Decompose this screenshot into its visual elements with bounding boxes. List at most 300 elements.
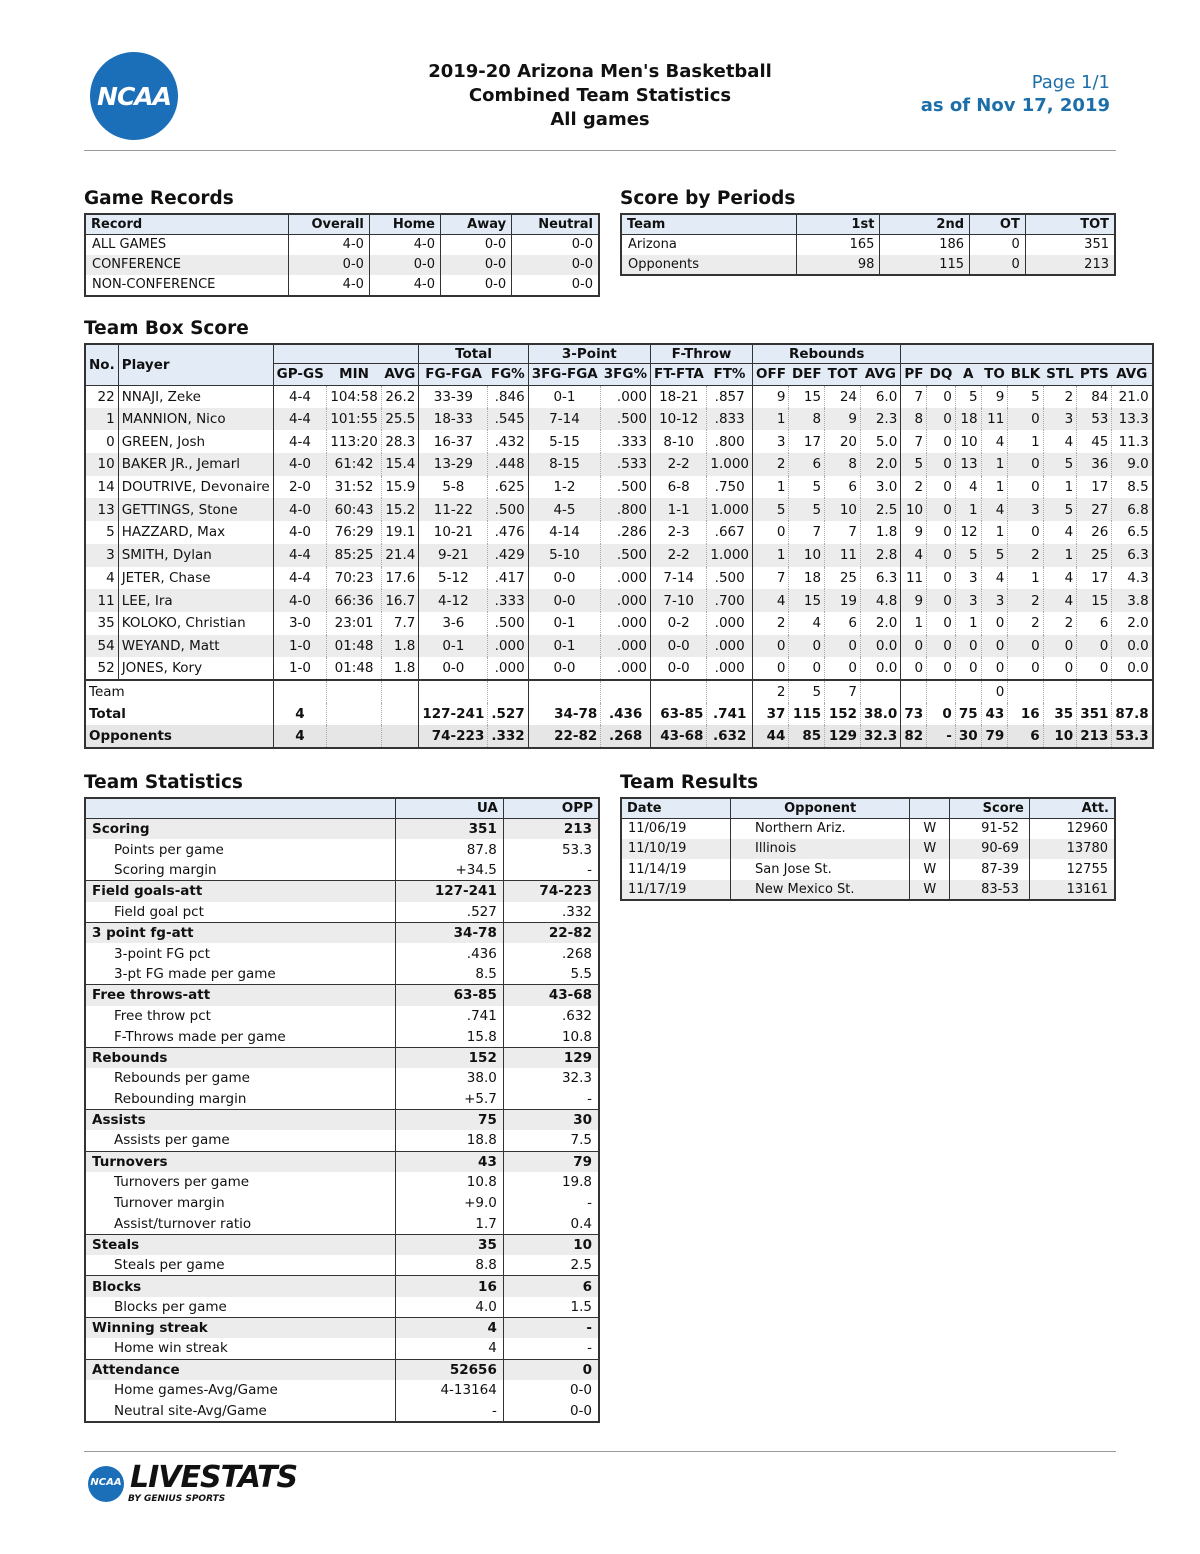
table-row [621, 255, 1115, 275]
category-row [85, 1234, 599, 1255]
header-row [85, 798, 599, 818]
table-cell [327, 703, 382, 726]
table-cell: 10 [503, 1234, 599, 1255]
table-cell: 22-82 [503, 922, 599, 943]
table-cell: 5 [85, 521, 118, 544]
table-cell: 213 [1025, 255, 1115, 275]
column-header: Away [441, 214, 512, 234]
table-cell: 115 [789, 703, 825, 726]
table-cell: 7 [789, 521, 825, 544]
table-cell [327, 725, 382, 748]
team-statistics-title: Team Statistics [84, 772, 243, 793]
table-cell: 213 [1077, 725, 1112, 748]
column-header: AVG [1112, 363, 1153, 385]
box-score-title: Team Box Score [84, 318, 249, 339]
table-cell: BAKER JR., Jemarl [118, 453, 273, 476]
table-cell: 4 [981, 567, 1008, 590]
table-cell: 129 [503, 1047, 599, 1068]
table-cell: 53 [1077, 408, 1112, 431]
table-cell: 2 [1043, 385, 1077, 408]
table-cell: 76:29 [327, 521, 382, 544]
table-cell: 75 [396, 1110, 504, 1131]
table-cell: 4 [981, 430, 1008, 453]
table-cell: 0-1 [528, 385, 601, 408]
table-cell: 11.3 [1112, 430, 1153, 453]
table-cell: 11 [981, 408, 1008, 431]
column-header: Score [950, 798, 1030, 818]
table-cell: 2.0 [861, 453, 901, 476]
table-cell: 2-2 [650, 453, 706, 476]
table-cell: 0 [1043, 635, 1077, 658]
table-cell: 6 [1077, 612, 1112, 635]
table-cell: 0 [1008, 476, 1043, 499]
table-cell: 23:01 [327, 612, 382, 635]
table-cell: 7 [825, 521, 861, 544]
table-cell: W [910, 859, 950, 879]
column-header: Overall [288, 214, 369, 234]
table-cell: .741 [707, 703, 753, 726]
table-cell: 2 [753, 612, 789, 635]
table-cell: .000 [601, 612, 651, 635]
column-header: Player [118, 344, 273, 385]
table-cell: 32.3 [503, 1068, 599, 1089]
column-header: Date [621, 798, 731, 818]
category-row [85, 985, 599, 1006]
column-header: 2nd [880, 214, 970, 234]
column-header: FG-FGA [419, 363, 488, 385]
table-cell: 5 [789, 498, 825, 521]
table-cell: 9 [981, 385, 1008, 408]
table-cell: 6 [503, 1276, 599, 1297]
table-cell: 3 [753, 430, 789, 453]
table-cell: 2-0 [273, 476, 327, 499]
empty-cell [488, 680, 528, 703]
category-row [85, 818, 599, 839]
table-cell: 351 [1077, 703, 1112, 726]
table-cell: 18-21 [650, 385, 706, 408]
empty-cell [327, 680, 382, 703]
column-header: Record [85, 214, 288, 234]
table-cell: 4-4 [273, 567, 327, 590]
table-cell: 13 [955, 453, 981, 476]
table-cell: 3 [955, 567, 981, 590]
table-cell: 30 [955, 725, 981, 748]
empty-cell [1008, 680, 1043, 703]
table-cell: 0 [927, 635, 956, 658]
table-cell: 1-0 [273, 657, 327, 680]
column-header: TOT [1025, 214, 1115, 234]
table-cell: 8.8 [396, 1255, 504, 1276]
table-cell: 3 [1008, 498, 1043, 521]
table-cell: 33-39 [419, 385, 488, 408]
table-cell: 61:42 [327, 453, 382, 476]
table-cell: Northern Ariz. [731, 818, 910, 838]
table-cell: 7 [753, 567, 789, 590]
table-cell: 1.000 [707, 453, 753, 476]
table-cell: 8 [901, 408, 927, 431]
game-records-table [84, 213, 600, 297]
stat-row [85, 839, 599, 860]
empty-cell [650, 680, 706, 703]
table-cell: 1-1 [650, 498, 706, 521]
table-cell: 115 [880, 255, 970, 275]
table-cell: 0 [955, 657, 981, 680]
empty-cell [955, 680, 981, 703]
category-row [85, 1110, 599, 1131]
table-cell: 8-10 [650, 430, 706, 453]
table-cell: JETER, Chase [118, 567, 273, 590]
table-cell: 3 [955, 589, 981, 612]
table-cell: 10 [901, 498, 927, 521]
table-cell: 53.3 [1112, 725, 1153, 748]
page-info [921, 72, 1110, 118]
empty-cell [1043, 680, 1077, 703]
table-cell: F-Throws made per game [85, 1026, 396, 1047]
table-cell: MANNION, Nico [118, 408, 273, 431]
table-cell: .800 [601, 498, 651, 521]
table-cell: 10 [85, 453, 118, 476]
table-cell: 1 [1008, 567, 1043, 590]
table-cell: 15 [1077, 589, 1112, 612]
table-cell: 5 [1008, 385, 1043, 408]
column-header [910, 798, 950, 818]
table-cell: 11-22 [419, 498, 488, 521]
table-cell: 4 [85, 567, 118, 590]
table-cell: .268 [601, 725, 651, 748]
table-cell: 6 [789, 453, 825, 476]
table-cell: 01:48 [327, 657, 382, 680]
table-cell: GETTINGS, Stone [118, 498, 273, 521]
table-cell: 0.0 [1112, 657, 1153, 680]
table-cell: .846 [488, 385, 528, 408]
table-cell: 0-0 [503, 1380, 599, 1401]
table-row [621, 234, 1115, 254]
table-cell: 4 [1043, 567, 1077, 590]
table-cell: 01:48 [327, 635, 382, 658]
table-cell: Scoring margin [85, 860, 396, 881]
table-cell: 15 [789, 385, 825, 408]
table-cell: 91-52 [950, 818, 1030, 838]
table-cell: 8.5 [1112, 476, 1153, 499]
table-cell: Turnovers per game [85, 1172, 396, 1193]
column-header: MIN [327, 363, 382, 385]
table-cell: 0-0 [369, 255, 440, 275]
table-cell: 0-1 [419, 635, 488, 658]
table-cell: 165 [796, 234, 880, 254]
table-cell: 84 [1077, 385, 1112, 408]
table-cell: - [503, 1193, 599, 1214]
table-cell: - [503, 1318, 599, 1339]
table-cell: 19 [825, 589, 861, 612]
table-cell: 2-3 [650, 521, 706, 544]
table-cell: 4.0 [396, 1297, 504, 1318]
table-cell: 52 [85, 657, 118, 680]
table-cell: 1 [753, 544, 789, 567]
table-cell: 75 [955, 703, 981, 726]
table-cell [381, 703, 419, 726]
table-cell: 15.4 [381, 453, 419, 476]
table-cell: 0.0 [861, 657, 901, 680]
stat-row [85, 1338, 599, 1359]
player-row [85, 498, 1153, 521]
table-cell: 351 [1025, 234, 1115, 254]
empty-cell [927, 680, 956, 703]
table-cell: Scoring [85, 818, 396, 839]
table-cell: 25 [825, 567, 861, 590]
column-header: DEF [789, 363, 825, 385]
table-cell: 0 [503, 1359, 599, 1380]
table-cell: 0-0 [441, 275, 512, 295]
table-cell: 0 [927, 657, 956, 680]
empty-cell [1077, 680, 1112, 703]
table-cell: 0-0 [528, 657, 601, 680]
table-cell: 2 [753, 680, 789, 703]
table-cell: 127-241 [419, 703, 488, 726]
table-cell: 1.000 [707, 544, 753, 567]
table-cell: .700 [707, 589, 753, 612]
table-cell: 35 [396, 1234, 504, 1255]
empty-cell [419, 680, 488, 703]
table-cell: 152 [825, 703, 861, 726]
table-cell: - [503, 1089, 599, 1110]
column-header: AVG [861, 363, 901, 385]
table-cell: .000 [488, 635, 528, 658]
category-row [85, 1359, 599, 1380]
table-cell: 3.8 [1112, 589, 1153, 612]
table-cell: 1.8 [381, 635, 419, 658]
table-cell: 0 [927, 408, 956, 431]
category-row [85, 1047, 599, 1068]
table-cell: Points per game [85, 839, 396, 860]
report-title [380, 60, 820, 132]
table-cell: 4 [1043, 430, 1077, 453]
table-cell: 28.3 [381, 430, 419, 453]
table-cell: 90-69 [950, 839, 1030, 859]
table-cell: 38.0 [861, 703, 901, 726]
table-cell: 8-15 [528, 453, 601, 476]
table-cell: Opponents [85, 725, 273, 748]
ncaa-ball-icon [88, 1466, 124, 1502]
stat-row [85, 1026, 599, 1047]
table-cell: +34.5 [396, 860, 504, 881]
table-cell: .500 [601, 476, 651, 499]
table-cell: Field goals-att [85, 881, 396, 902]
table-cell: 11 [85, 589, 118, 612]
table-cell: 4-0 [273, 589, 327, 612]
table-cell: 15.2 [381, 498, 419, 521]
column-header: GP-GS [273, 363, 327, 385]
table-cell: 10-12 [650, 408, 706, 431]
table-cell: .448 [488, 453, 528, 476]
table-cell: 0 [825, 657, 861, 680]
table-cell: W [910, 839, 950, 859]
table-cell: 6.0 [861, 385, 901, 408]
table-cell: Neutral site-Avg/Game [85, 1401, 396, 1422]
table-cell: Field goal pct [85, 902, 396, 923]
column-header: PF [901, 363, 927, 385]
table-cell: 0-0 [441, 234, 512, 254]
table-cell: 0-1 [528, 635, 601, 658]
table-cell: 8 [789, 408, 825, 431]
result-row [621, 839, 1115, 859]
table-cell: 0 [753, 521, 789, 544]
player-row [85, 453, 1153, 476]
column-header: AVG [381, 363, 419, 385]
table-cell: 351 [396, 818, 504, 839]
table-cell: .436 [601, 703, 651, 726]
table-cell: 0 [981, 657, 1008, 680]
table-cell: 0 [927, 476, 956, 499]
table-cell: .500 [601, 544, 651, 567]
table-cell: .000 [601, 385, 651, 408]
table-cell: 43-68 [650, 725, 706, 748]
table-cell: 5-12 [419, 567, 488, 590]
table-cell: .857 [707, 385, 753, 408]
table-cell: 9 [901, 521, 927, 544]
table-cell: 9-21 [419, 544, 488, 567]
table-cell: .000 [707, 657, 753, 680]
stat-row [85, 1172, 599, 1193]
table-cell: 3-6 [419, 612, 488, 635]
table-cell: 9 [825, 408, 861, 431]
column-header: PTS [1077, 363, 1112, 385]
table-cell: 8 [825, 453, 861, 476]
table-cell: .500 [488, 612, 528, 635]
table-cell: Home games-Avg/Game [85, 1380, 396, 1401]
table-cell: 54 [85, 635, 118, 658]
player-row [85, 544, 1153, 567]
table-cell: 3 [981, 589, 1008, 612]
table-cell: 16.7 [381, 589, 419, 612]
column-header: No. [85, 344, 118, 385]
table-cell: 10 [825, 498, 861, 521]
table-cell: .545 [488, 408, 528, 431]
ncaa-logo [90, 52, 178, 140]
table-cell: 35 [85, 612, 118, 635]
title-line3: All games [550, 109, 650, 130]
column-header [85, 798, 396, 818]
table-cell: 4 [901, 544, 927, 567]
table-cell: KOLOKO, Christian [118, 612, 273, 635]
table-cell: 18 [955, 408, 981, 431]
table-cell: 18.8 [396, 1130, 504, 1151]
stat-row [85, 1068, 599, 1089]
table-cell: 0 [1077, 635, 1112, 658]
table-cell: .000 [601, 657, 651, 680]
table-cell: 104:58 [327, 385, 382, 408]
table-row [85, 234, 599, 254]
table-cell: - [927, 725, 956, 748]
table-cell: Turnover margin [85, 1193, 396, 1214]
table-cell: 6 [1008, 725, 1043, 748]
table-cell: 4-0 [288, 234, 369, 254]
header-divider [84, 150, 1116, 151]
table-cell: NON-CONFERENCE [85, 275, 288, 295]
table-cell: 34-78 [396, 922, 504, 943]
table-cell: 4 [955, 476, 981, 499]
table-cell: 3-point FG pct [85, 943, 396, 964]
table-cell: 0 [789, 657, 825, 680]
table-cell: 87.8 [396, 839, 504, 860]
table-cell: 0 [1043, 657, 1077, 680]
stat-row [85, 1130, 599, 1151]
table-cell: 70:23 [327, 567, 382, 590]
category-row [85, 881, 599, 902]
table-cell: 74-223 [419, 725, 488, 748]
group-header: Total [419, 344, 528, 363]
table-cell: 0 [970, 255, 1026, 275]
table-cell: 10 [789, 544, 825, 567]
table-cell: Free throws-att [85, 985, 396, 1006]
group-spacer [273, 344, 419, 363]
table-cell: 11 [901, 567, 927, 590]
table-cell: 152 [396, 1047, 504, 1068]
table-cell: 10-21 [419, 521, 488, 544]
table-row [85, 255, 599, 275]
table-cell: 0 [901, 657, 927, 680]
player-row [85, 635, 1153, 658]
team-results-table [620, 797, 1116, 901]
table-cell: 0-0 [650, 635, 706, 658]
table-cell: 1.8 [381, 657, 419, 680]
table-cell: .667 [707, 521, 753, 544]
column-header: FG% [488, 363, 528, 385]
table-cell: 17 [1077, 476, 1112, 499]
table-cell: Rebounding margin [85, 1089, 396, 1110]
table-cell: 16-37 [419, 430, 488, 453]
table-cell: HAZZARD, Max [118, 521, 273, 544]
table-cell: 14 [85, 476, 118, 499]
empty-cell [528, 680, 601, 703]
table-cell: 4-12 [419, 589, 488, 612]
table-cell: 4-0 [369, 275, 440, 295]
table-cell: 63-85 [396, 985, 504, 1006]
table-cell: 5-10 [528, 544, 601, 567]
table-cell: 44 [753, 725, 789, 748]
table-cell: Opponents [621, 255, 796, 275]
table-cell: 0 [901, 635, 927, 658]
table-cell: 21.0 [1112, 385, 1153, 408]
table-cell: 4 [396, 1338, 504, 1359]
table-cell: 0 [927, 498, 956, 521]
column-header: FT% [707, 363, 753, 385]
table-cell: 0-2 [650, 612, 706, 635]
table-cell: 27 [1077, 498, 1112, 521]
column-header: Team [621, 214, 796, 234]
table-cell: Rebounds [85, 1047, 396, 1068]
empty-cell [861, 680, 901, 703]
table-cell: 10.8 [503, 1026, 599, 1047]
table-cell: JONES, Kory [118, 657, 273, 680]
empty-cell [381, 680, 419, 703]
table-cell: 2 [1008, 589, 1043, 612]
table-cell: 5 [955, 544, 981, 567]
table-cell: 0.4 [503, 1214, 599, 1235]
table-cell: 5.0 [861, 430, 901, 453]
table-cell: 63-85 [650, 703, 706, 726]
table-cell: 12 [955, 521, 981, 544]
table-cell: 38.0 [396, 1068, 504, 1089]
table-cell: 4 [789, 612, 825, 635]
table-cell: 16 [396, 1276, 504, 1297]
table-cell: 15.8 [396, 1026, 504, 1047]
table-cell: 0-0 [419, 657, 488, 680]
table-cell: 4.3 [1112, 567, 1153, 590]
result-row [621, 880, 1115, 900]
column-header: 3FG-FGA [528, 363, 601, 385]
empty-cell [901, 680, 927, 703]
table-cell: ALL GAMES [85, 234, 288, 254]
